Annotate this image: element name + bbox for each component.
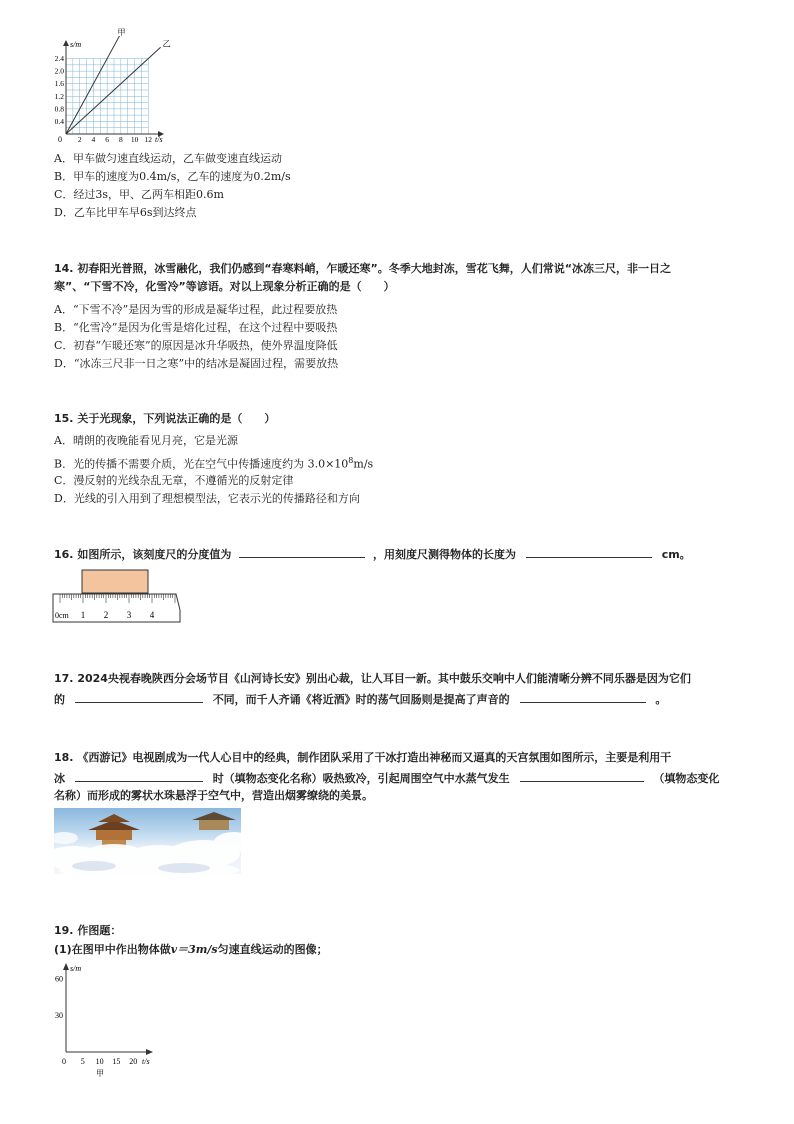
q18-text-b: 时（填物态变化名称）吸热致冷，引起周围空气中水蒸气发生 — [212, 772, 510, 785]
q16-ruler-body — [53, 594, 180, 622]
q19-sub1-text: (1)在图甲中作出物体做 — [54, 943, 171, 956]
q17-blank-timbre[interactable] — [75, 690, 203, 703]
q16-blank-division[interactable] — [239, 545, 365, 558]
q13-y-tick: 1.2 — [54, 91, 64, 101]
q17-text-a: 的 — [54, 693, 65, 706]
q13-option-b: B．甲车的速度为0.4m/s，乙车的速度为0.2m/s — [54, 170, 291, 183]
q16-ruler-label: 2 — [103, 610, 109, 620]
q13-series-line — [66, 36, 119, 134]
q13-y-label: s/m — [70, 40, 82, 49]
q19-sub1-end: 匀速直线运动的图像； — [217, 943, 328, 956]
q17-text-b: 不同，而千人齐诵《将近酒》时的荡气回肠则是提高了声音的 — [212, 693, 510, 706]
q16-stem — [54, 545, 691, 564]
q17-text-c: 。 — [655, 693, 667, 706]
q19-stem: 19. 作图题： — [54, 924, 122, 937]
q16-ruler-label: 3 — [126, 610, 132, 620]
q15-stem: 15. 关于光现象，下列说法正确的是（ ） — [54, 412, 276, 425]
q13-origin: 0 — [58, 135, 62, 144]
q13-x-tick: 6 — [105, 135, 110, 144]
q13-y-tick: 2.4 — [54, 54, 64, 64]
q15-option-b-text: B．光的传播不需要介质，光在空气中传播速度约为 3.0×10 — [54, 457, 349, 471]
q13-x-tick: 10 — [130, 135, 139, 144]
q13-y-tick: 2.0 — [54, 66, 64, 76]
q13-x-tick: 8 — [118, 135, 123, 144]
q19-x-tick: 15 — [112, 1057, 121, 1066]
q19-y-tick: 60 — [55, 974, 63, 984]
q14-option-d: D．“冰冻三尺非一日之寒”中的结冰是凝固过程，需要放热 — [54, 357, 339, 370]
q16-ruler-label: 4 — [149, 610, 155, 620]
q16-text-3: cm。 — [661, 548, 691, 561]
q15-unit: m/s — [353, 457, 374, 471]
q18-stem-line1: 18. 《西游记》电视剧成为一代人心目中的经典，制作团队采用了干冰打造出神秘而又逼真的天宫氛围如图所示，主要是利用干 — [54, 751, 672, 764]
q19-y-label: s/m — [70, 964, 82, 973]
q18-blank-sublimation[interactable] — [75, 769, 203, 782]
q18-text-a: 冰 — [54, 772, 65, 785]
q13-st-chart — [50, 27, 180, 150]
q19-sub1 — [54, 941, 328, 959]
q13-x-tick: 2 — [77, 135, 82, 144]
q17-stem-line1: 17. 2024央视春晚陕西分会场节目《山河诗长安》别出心裁，让人耳目一新。其中鼓乐交响中人们能清晰分辨不同乐器是因为它们 — [54, 672, 691, 685]
q13-series-label: 甲 — [117, 27, 126, 37]
q19-empty-st-graph[interactable] — [50, 960, 162, 1082]
q19-x-label: t/s — [142, 1057, 150, 1066]
q19-formula: v＝3m/s — [170, 943, 218, 956]
q19-x-tick: 20 — [129, 1057, 138, 1066]
q14-option-c: C．初春“乍暖还寒”的原因是冰升华吸热，使外界温度降低 — [54, 339, 338, 352]
q13-series-line — [66, 47, 161, 134]
q18-text-c: （填物态变化 — [653, 772, 720, 785]
q18-heavenly-palace-image — [54, 808, 241, 874]
q19-y-arrow — [63, 963, 69, 970]
q14-stem-line1: 14. 初春阳光普照，冰雪融化，我们仍感到“春寒料峭，乍暖还寒”。冬季大地封冻，雪花飞舞，人们常说“冰冻三尺，非一日之 — [54, 262, 672, 275]
q13-series-label: 乙 — [162, 39, 171, 49]
q13-option-c: C．经过3s，甲、乙两车相距0.6m — [54, 188, 224, 201]
q16-ruler-label: 1 — [80, 610, 86, 620]
q19-y-tick: 30 — [55, 1011, 63, 1021]
q19-x-tick: 10 — [95, 1057, 104, 1066]
q13-y-tick: 1.6 — [54, 79, 64, 89]
q18-stem-line3: 名称）而形成的雾状水珠悬浮于空气中，营造出烟雾缭绕的美景。 — [54, 789, 373, 802]
q14-option-a: A．“下雪不冷”是因为雪的形成是凝华过程，此过程要放热 — [54, 303, 338, 316]
q16-text-2: ，用刻度尺测得物体的长度为 — [373, 548, 517, 561]
q19-x-tick: 0 — [62, 1057, 66, 1066]
q17-blank-loudness[interactable] — [520, 690, 646, 703]
q15-option-d: D．光线的引入用到了理想模型法，它表示光的传播路径和方向 — [54, 492, 360, 505]
q13-x-label: t/s — [155, 135, 163, 144]
q16-text-1: 16. 如图所示，该刻度尺的分度值为 — [54, 548, 232, 561]
q13-y-tick: 0.8 — [54, 104, 64, 114]
q13-option-d: D．乙车比甲车早6s到达终点 — [54, 206, 197, 219]
q16-ruler-figure — [52, 568, 182, 626]
q13-y-tick: 0.4 — [54, 116, 64, 126]
q15-option-a: A．晴朗的夜晚能看见月亮，它是光源 — [54, 434, 238, 447]
q13-x-tick: 12 — [144, 135, 153, 144]
q19-caption: 甲 — [96, 1069, 104, 1078]
q13-option-a: A．甲车做匀速直线运动，乙车做变速直线运动 — [54, 152, 282, 165]
q17-stem-line2 — [54, 690, 666, 709]
q19-x-arrow — [146, 1049, 153, 1055]
q14-option-b: B．“化雪冷”是因为化雪是熔化过程，在这个过程中要吸热 — [54, 321, 338, 334]
q13-y-arrow — [63, 40, 69, 46]
q15-option-b — [54, 452, 373, 474]
q15-option-c: C．漫反射的光线杂乱无章，不遵循光的反射定律 — [54, 474, 294, 487]
q16-object-block — [82, 570, 148, 593]
q15-exponent: 8 — [348, 456, 354, 465]
q18-blank-liquefaction[interactable] — [520, 769, 644, 782]
q13-x-tick: 4 — [91, 135, 96, 144]
q14-stem-line2: 寒”、“下雪不冷，化雪冷”等谚语。对以上现象分析正确的是（ ） — [54, 280, 395, 293]
q16-blank-length[interactable] — [526, 545, 652, 558]
q18-stem-line2 — [54, 769, 719, 788]
q16-ruler-unit: 0cm — [55, 611, 69, 620]
q19-x-tick: 5 — [80, 1057, 85, 1066]
